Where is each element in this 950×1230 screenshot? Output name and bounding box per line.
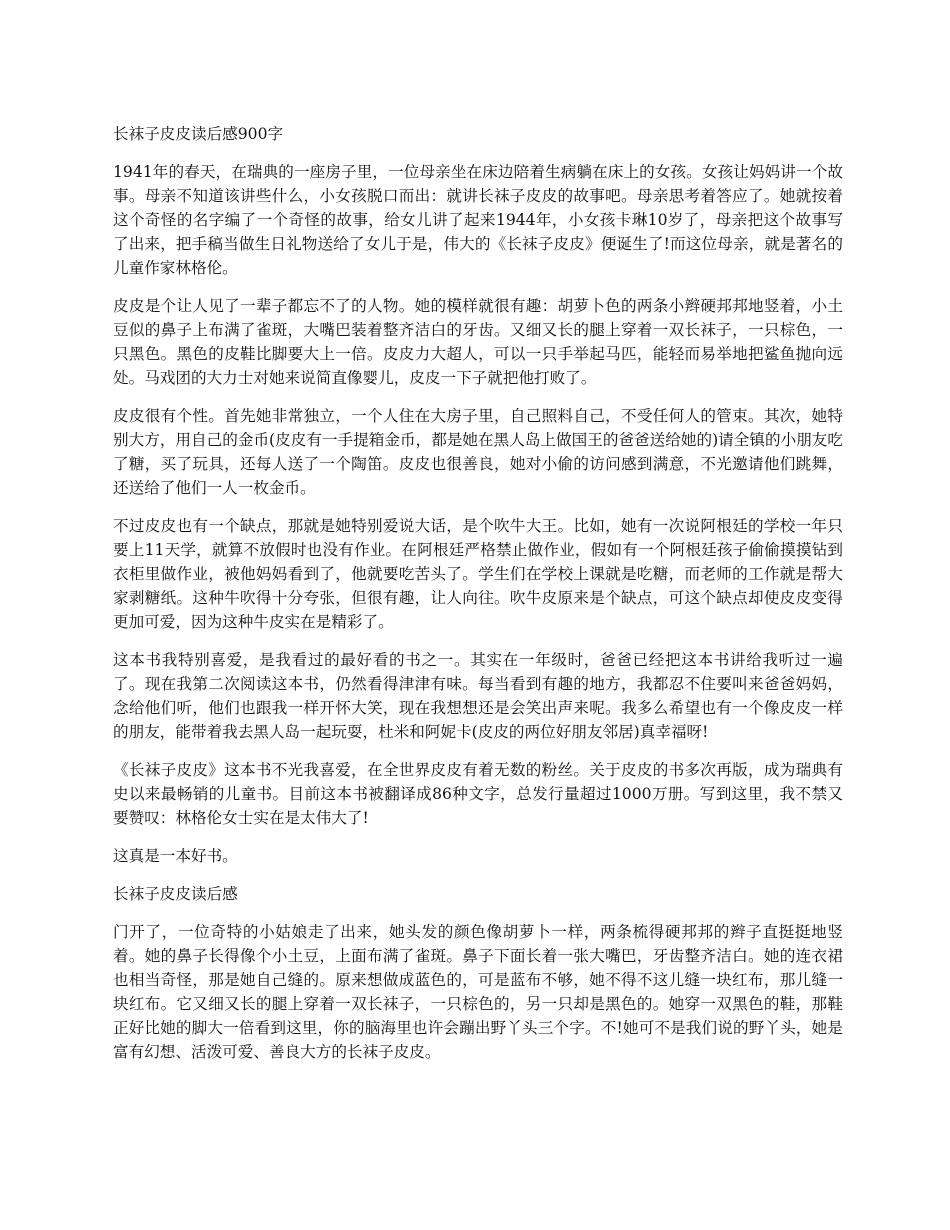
- paragraph-1: 1941年的春天，在瑞典的一座房子里，一位母亲坐在床边陪着生病躺在床上的女孩。女孩让妈妈讲一个故事。母亲不知道该讲些什么，小女孩脱口而出：就讲长袜子皮皮的故事吧。母亲思考着答应了。她就按着这个奇怪的名字编了一个奇怪的故事，给女儿讲了起来1944年，小女孩卡琳10岁了，母亲把这个故事写了出来，把手稿当做生日礼物送给了女儿于是，伟大的《长袜子皮皮》便诞生了!而这位母亲，就是著名的儿童作家林格伦。: [113, 163, 843, 277]
- section-subtitle: 长袜子皮皮读后感: [113, 885, 238, 903]
- paragraph-8: 门开了，一位奇特的小姑娘走了出来，她头发的颜色像胡萝卜一样，两条梳得硬邦邦的辫子直挺挺地竖着。她的鼻子长得像个小土豆，上面布满了雀斑。鼻子下面长着一张大嘴巴，牙齿整齐洁白。她的连衣裙也相当奇怪，那是她自己缝的。原来想做成蓝色的，可是蓝布不够，她不得不这儿缝一块红布，那儿缝一块红布。它又细又长的腿上穿着一双长袜子，一只棕色的，另一只却是黑色的。她穿一双黑色的鞋，那鞋正好比她的脚大一倍看到这里，你的脑海里也许会蹦出野丫头三个字。不!她可不是我们说的野丫头，她是富有幻想、活泼可爱、善良大方的长袜子皮皮。: [113, 923, 843, 1061]
- paragraph-6: 《长袜子皮皮》这本书不光我喜爱，在全世界皮皮有着无数的粉丝。关于皮皮的书多次再版，成为瑞典有史以来最畅销的儿童书。目前这本书被翻译成86种文字，总发行量超过1000万册。写到这里，我不禁又要赞叹：林格伦女士实在是太伟大了!: [113, 761, 843, 827]
- document-title: 长袜子皮皮读后感900字: [113, 125, 284, 143]
- paragraph-7: 这真是一本好书。: [113, 847, 238, 865]
- paragraph-4: 不过皮皮也有一个缺点，那就是她特别爱说大话，是个吹牛大王。比如，她有一次说阿根廷的学校一年只要上11天学，就算不放假时也没有作业。在阿根廷严格禁止做作业，假如有一个阿根廷孩子偷偷摸摸钻到衣柜里做作业，被他妈妈看到了，他就要吃苦头了。学生们在学校上课就是吃糖，而老师的工作就是帮大家剥糖纸。这种牛吹得十分夸张，但很有趣，让人向往。吹牛皮原来是个缺点，可这个缺点却使皮皮变得更加可爱，因为这种牛皮实在是精彩了。: [113, 517, 843, 631]
- paragraph-5: 这本书我特别喜爱，是我看过的最好看的书之一。其实在一年级时，爸爸已经把这本书讲给我听过一遍了。现在我第二次阅读这本书，仍然看得津津有味。每当看到有趣的地方，我都忍不住要叫来爸爸妈妈，念给他们听，他们也跟我一样开怀大笑，现在我想想还是会笑出声来呢。我多么希望也有一个像皮皮一样的朋友，能带着我去黑人岛一起玩耍，杜米和阿妮卡(皮皮的两位好朋友邻居)真幸福呀!: [113, 651, 843, 741]
- paragraph-2: 皮皮是个让人见了一辈子都忘不了的人物。她的模样就很有趣：胡萝卜色的两条小辫硬邦邦地竖着，小土豆似的鼻子上布满了雀斑，大嘴巴装着整齐洁白的牙齿。又细又长的腿上穿着一双长袜子，一只棕色，一只黑色。黑色的皮鞋比脚要大上一倍。皮皮力大超人，可以一只手举起马匹，能轻而易举地把鲨鱼抛向远处。马戏团的大力士对她来说简直像婴儿，皮皮一下子就把他打败了。: [113, 297, 843, 387]
- paragraph-3: 皮皮很有个性。首先她非常独立，一个人住在大房子里，自己照料自己，不受任何人的管束。其次，她特别大方，用自己的金币(皮皮有一手提箱金币，都是她在黑人岛上做国王的爸爸送给她的)请全镇的小朋友吃了糖，买了玩具，还每人送了一个陶笛。皮皮也很善良，她对小偷的访问感到满意，不光邀请他们跳舞，还送给了他们一人一枚金币。: [113, 407, 843, 497]
- document-page: [113, 122, 843, 1078]
